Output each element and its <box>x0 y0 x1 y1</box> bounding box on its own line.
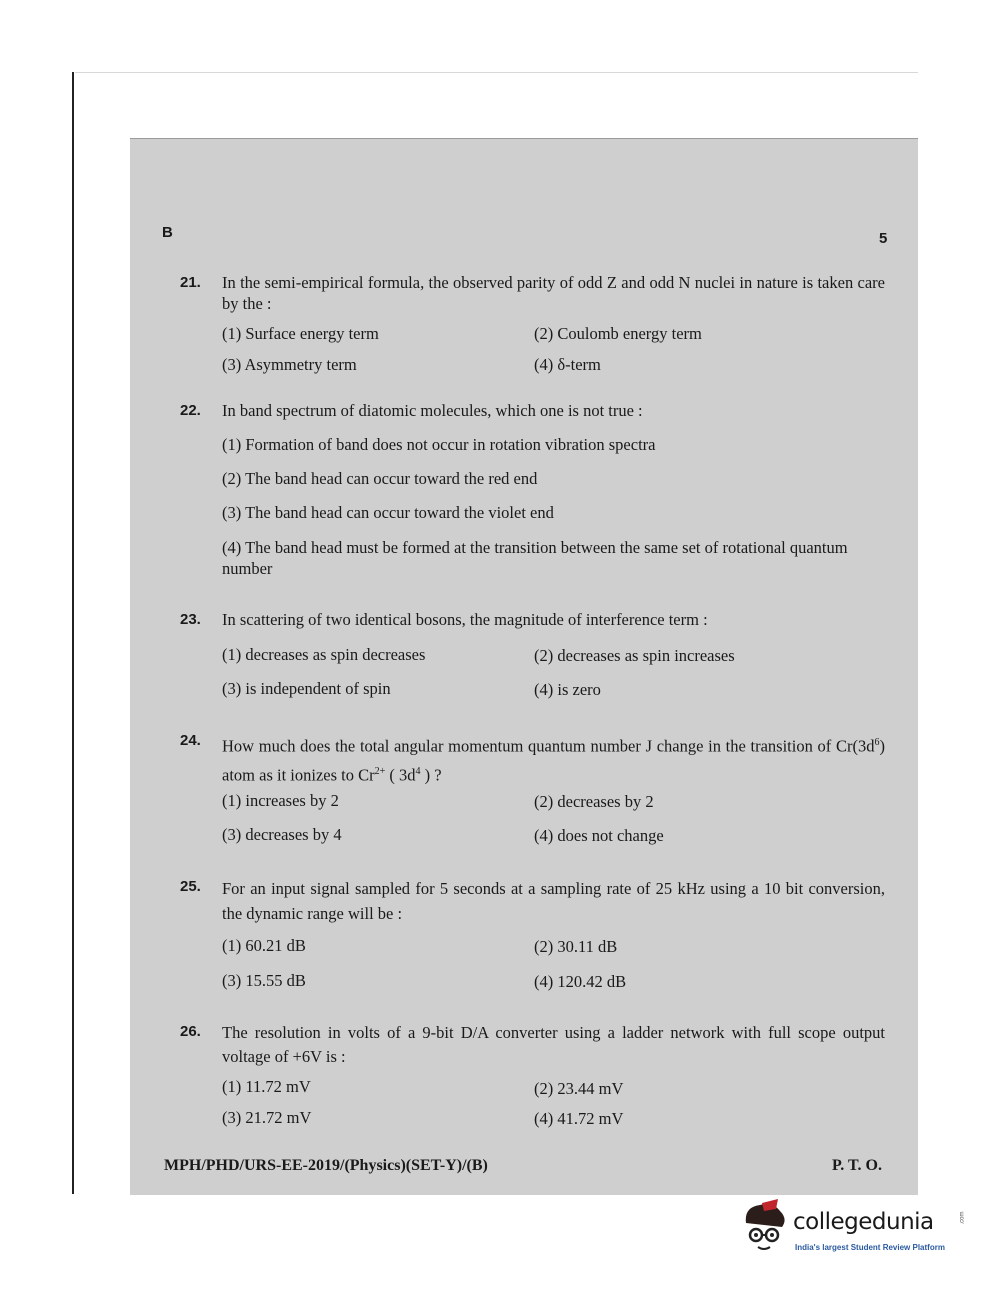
question-24 <box>180 730 885 845</box>
left-border-line <box>72 72 74 1194</box>
question-text: In the semi-empirical formula, the observed parity of odd Z and odd N nuclei in nature is taken care by the : <box>222 273 885 313</box>
superscript: 6 <box>874 737 880 748</box>
question-number: 25. <box>180 878 201 895</box>
brand-suffix: .com <box>959 1211 966 1225</box>
mascot-icon <box>738 1199 800 1259</box>
option-3: (3) decreases by 4 <box>222 825 342 844</box>
option-4: (4) The band head must be formed at the transition between the same set of rotational quantum number <box>222 538 848 578</box>
option-1: (1) Surface energy term <box>222 324 379 343</box>
question-21 <box>180 272 885 374</box>
brand-name: collegedunia <box>793 1209 934 1235</box>
option-1: (1) 11.72 mV <box>222 1077 311 1096</box>
option-2: (2) decreases as spin increases <box>534 646 735 665</box>
question-number: 26. <box>180 1023 201 1040</box>
set-letter: B <box>162 224 173 241</box>
option-2: (2) 23.44 mV <box>534 1079 624 1098</box>
exam-code: MPH/PHD/URS-EE-2019/(Physics)(SET-Y)/(B) <box>164 1157 488 1174</box>
question-text: The resolution in volts of a 9-bit D/A converter using a ladder network with full scope output voltage of +6V is : <box>222 1023 885 1066</box>
question-number: 21. <box>180 274 201 291</box>
question-text-part: How much does the total angular momentum quantum number J change in the transition of Cr(3d <box>222 736 875 756</box>
question-23 <box>180 609 885 699</box>
option-3: (3) 21.72 mV <box>222 1108 312 1127</box>
question-text: In band spectrum of diatomic molecules, which one is not true : <box>222 401 643 420</box>
question-text <box>222 730 885 787</box>
option-3: (3) Asymmetry term <box>222 355 357 374</box>
collegedunia-logo[interactable] <box>738 1197 968 1267</box>
question-25 <box>180 876 885 991</box>
question-text-part: ( 3d <box>385 765 416 784</box>
option-1: (1) Formation of band does not occur in rotation vibration spectra <box>222 435 656 454</box>
superscript: 4 <box>415 765 421 777</box>
question-number: 23. <box>180 611 201 628</box>
option-3: (3) 15.55 dB <box>222 971 306 990</box>
option-4: (4) 120.42 dB <box>534 972 627 991</box>
option-4: (4) 41.72 mV <box>534 1109 624 1128</box>
question-number: 22. <box>180 402 201 419</box>
option-4: (4) δ-term <box>534 355 601 374</box>
question-text-part: ) atom as it ionizes to Cr <box>222 736 885 784</box>
question-22 <box>180 400 885 578</box>
option-1: (1) decreases as spin decreases <box>222 645 426 664</box>
question-text: In scattering of two identical bosons, the magnitude of interference term : <box>222 610 708 629</box>
brand-tagline: India's largest Student Review Platform <box>795 1243 945 1252</box>
question-26 <box>180 1021 885 1128</box>
page-turn-over: P. T. O. <box>832 1157 882 1174</box>
option-2: (2) decreases by 2 <box>534 792 654 811</box>
option-4: (4) is zero <box>534 680 601 699</box>
question-number: 24. <box>180 732 201 749</box>
page-number: 5 <box>879 230 888 247</box>
option-2: (2) The band head can occur toward the red end <box>222 469 538 488</box>
option-4: (4) does not change <box>534 826 664 845</box>
option-3: (3) is independent of spin <box>222 679 391 698</box>
option-3: (3) The band head can occur toward the violet end <box>222 503 554 522</box>
option-2: (2) Coulomb energy term <box>534 324 702 343</box>
option-1: (1) increases by 2 <box>222 791 339 810</box>
option-1: (1) 60.21 dB <box>222 936 306 955</box>
option-2: (2) 30.11 dB <box>534 937 618 956</box>
question-text: For an input signal sampled for 5 seconds at a sampling rate of 25 kHz using a 10 bit conversion, the dynamic range will be : <box>222 879 885 923</box>
question-text-part: ) ? <box>420 765 442 784</box>
superscript: 2+ <box>374 765 386 777</box>
